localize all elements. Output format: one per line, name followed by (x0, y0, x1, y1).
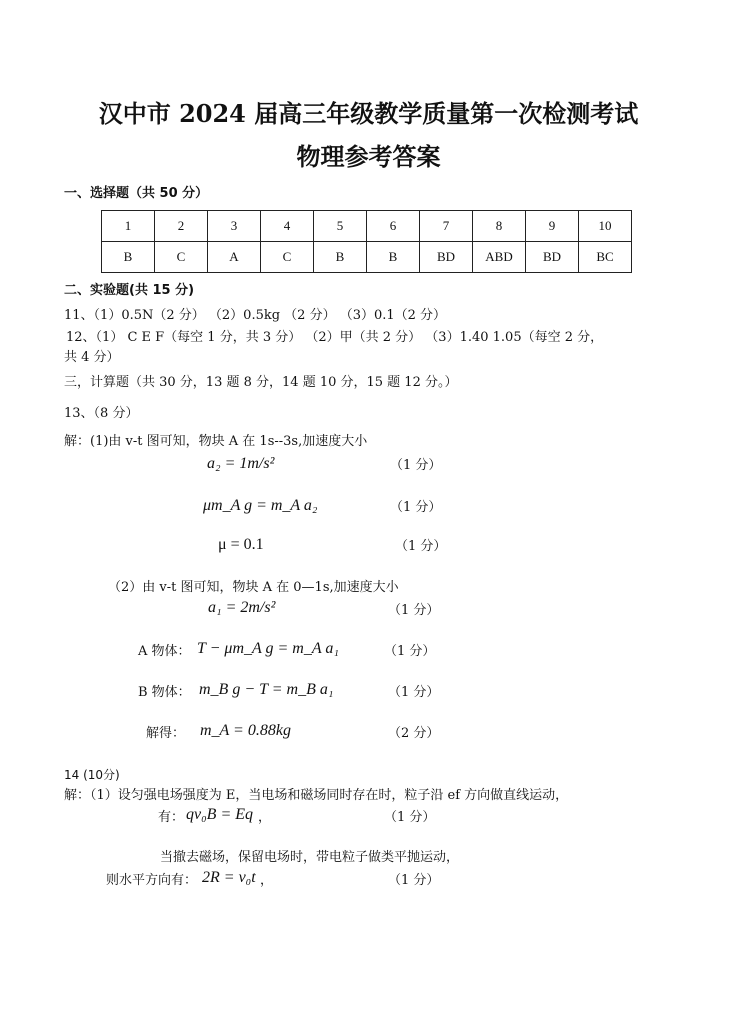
q14-line2: 当撤去磁场，保留电场时，带电粒子做类平抛运动， (160, 850, 460, 865)
question-number-cell: 2 (155, 211, 208, 242)
answer-cell: B (314, 242, 367, 273)
score: （1 分） (388, 685, 440, 700)
q13-eq7-label: 解得： (146, 726, 186, 741)
q13-eq6: m_B g − T = m_B a₁ (199, 681, 334, 698)
q14-eq1: qv₀B = Eq (186, 806, 254, 823)
score: （1 分） (388, 603, 440, 618)
question-number-cell: 8 (473, 211, 526, 242)
answer-cell: ABD (473, 242, 526, 273)
answer-cell: C (155, 242, 208, 273)
q13-eq3: μ = 0.1 (218, 536, 264, 553)
q12-answer-line2: 共 4 分） (64, 350, 120, 365)
question-number-cell: 5 (314, 211, 367, 242)
q12-answer-line1: 12、（1） C E F（每空 1 分，共 3 分） （2）甲（共 2 分） （3）1.40 1.05（每空 2 分， (66, 330, 604, 345)
score: （1 分） (390, 458, 442, 473)
answer-cell: BC (579, 242, 632, 273)
question-number-cell: 3 (208, 211, 261, 242)
score: （1 分） (388, 873, 440, 888)
question-number-cell: 4 (261, 211, 314, 242)
document-subtitle: 物理参考答案 (296, 142, 441, 171)
document-title: 汉中市 2024 届高三年级教学质量第一次检测考试 (98, 99, 639, 128)
q14-line1: 解：（1）设匀强电场强度为 E，当电场和磁场同时存在时，粒子沿 ef 方向做直线运动， (64, 788, 569, 803)
answer-cell: BD (420, 242, 473, 273)
q13-part2-intro: （2）由 v-t 图可知，物块 A 在 0—1s,加速度大小 (108, 580, 399, 595)
q14-eq1-label: 有： (158, 810, 185, 825)
question-number-cell: 9 (526, 211, 579, 242)
score: （1 分） (395, 539, 447, 554)
q13-eq7: m_A = 0.88kg (200, 722, 291, 739)
q13-eq1: a₂ = 1m/s² (207, 455, 275, 472)
q13-eq2: μm_A g = m_A a₂ (203, 497, 318, 514)
answer-cell: C (261, 242, 314, 273)
comma: ， (260, 873, 274, 888)
answer-cell: A (208, 242, 261, 273)
score: （1 分） (384, 810, 436, 825)
section3-heading: 三，计算题（共 30 分，13 题 8 分，14 题 10 分，15 题 12 分。） (64, 375, 458, 390)
answer-cell: BD (526, 242, 579, 273)
q14-label: 14 (10分) (64, 768, 120, 782)
score: （1 分） (390, 500, 442, 515)
answer-cell: B (367, 242, 420, 273)
q13-eq5-label: A 物体： (138, 644, 191, 659)
q14-eq2: 2R = v₀t (202, 869, 256, 886)
question-number-cell: 1 (102, 211, 155, 242)
question-number-cell: 6 (367, 211, 420, 242)
q13-eq5: T − μm_A g = m_A a₁ (197, 640, 339, 657)
q13-eq4: a₁ = 2m/s² (208, 599, 276, 616)
question-number-cell: 7 (420, 211, 473, 242)
section2-heading: 二、实验题(共 15 分) (64, 283, 195, 298)
q13-eq6-label: B 物体： (138, 685, 191, 700)
score: （1 分） (384, 644, 436, 659)
answer-cell: B (102, 242, 155, 273)
table-row-answers (102, 242, 632, 273)
table-row-numbers (102, 211, 632, 242)
q13-part1-intro: 解：(1)由 v-t 图可知，物块 A 在 1s--3s,加速度大小 (64, 434, 368, 449)
comma: ， (258, 810, 272, 825)
question-number-cell: 10 (579, 211, 632, 242)
choice-answer-table (101, 210, 632, 273)
q14-eq2-label: 则水平方向有： (106, 873, 198, 888)
q13-label: 13、（8 分） (64, 406, 139, 421)
score: （2 分） (388, 726, 440, 741)
q11-answer: 11、（1）0.5N（2 分） （2）0.5kg （2 分） （3）0.1（2 分） (64, 308, 447, 323)
section1-heading: 一、选择题（共 50 分） (64, 186, 209, 201)
